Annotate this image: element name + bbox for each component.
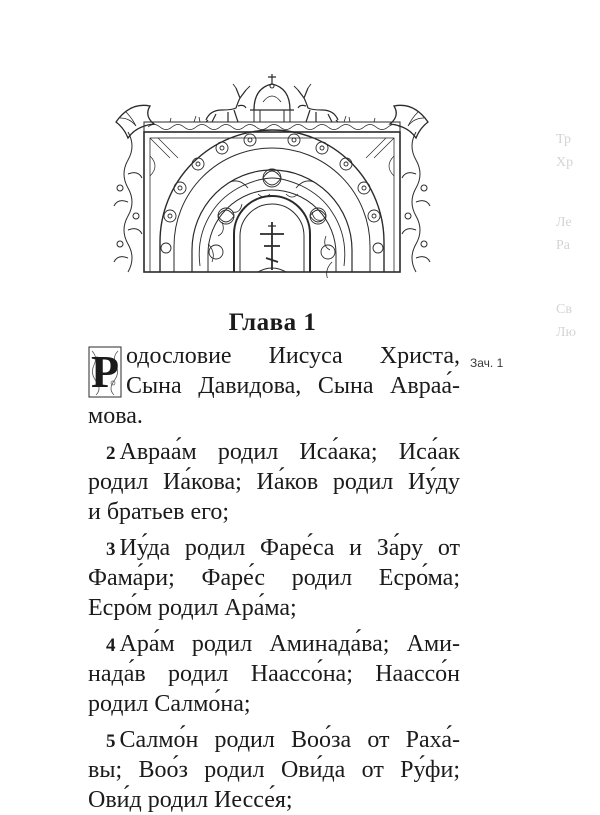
drop-cap: [88, 343, 122, 399]
ornament-headpiece: [108, 66, 436, 278]
verse-line: Ови́д родил Иессе́я;: [88, 787, 293, 813]
verse-5: [88, 725, 460, 815]
verse-line: нада́в родил Наассо́на; Наассо́н: [88, 661, 460, 687]
bleed-through-text: Ра: [556, 238, 570, 253]
verse-line: Фама́ри; Фаре́с родил Еcро́ма;: [88, 565, 460, 591]
verse-number: 5: [106, 731, 116, 752]
verse-number: 4: [106, 635, 116, 656]
verse-line: родил Салмо́на;: [88, 691, 251, 717]
verse-line: Сына Давидова, Сына Авраа́-: [126, 373, 460, 399]
scripture-text: [88, 341, 460, 815]
bleed-through-text: Лю: [556, 325, 576, 340]
verse-2: [88, 437, 460, 527]
bleed-through-text: Ле: [556, 215, 572, 230]
bleed-through-text: Тр: [556, 132, 572, 147]
verse-4: [88, 629, 460, 719]
verse-number: 3: [106, 539, 116, 560]
verse-line: мова.: [88, 403, 143, 429]
verse-1: [88, 341, 460, 431]
verse-line: вы; Воо́з родил Ови́да от Ру́фи;: [88, 757, 460, 783]
chapter-title: Глава 1: [228, 309, 317, 336]
verse-line: одословие Иисуса Христа,: [126, 343, 460, 369]
verse-number: 2: [106, 443, 116, 464]
verse-line: 4 Ара́м родил Аминада́ва; Ами-: [106, 631, 460, 657]
verse-line: 3 Иу́да родил Фаре́са и За́ру от: [106, 535, 460, 561]
verse-line: и братьев его;: [88, 499, 230, 525]
verse-line: 5 Салмо́н родил Воо́за от Раха́-: [106, 727, 460, 753]
drop-cap-letter: Р: [90, 346, 120, 397]
verse-line: Еcро́м родил Ара́ма;: [88, 595, 297, 621]
verse-line: родил Иа́кова; Иа́ков родил Иу́ду: [88, 469, 460, 495]
reading-marker: Зач. 1: [470, 356, 504, 370]
verse-3: [88, 533, 460, 623]
bleed-through-text: Хр: [556, 155, 574, 170]
verse-line: 2 Авраа́м родил Иса́ака; Иса́ак: [106, 439, 460, 465]
bleed-through-text: Св: [556, 302, 572, 317]
